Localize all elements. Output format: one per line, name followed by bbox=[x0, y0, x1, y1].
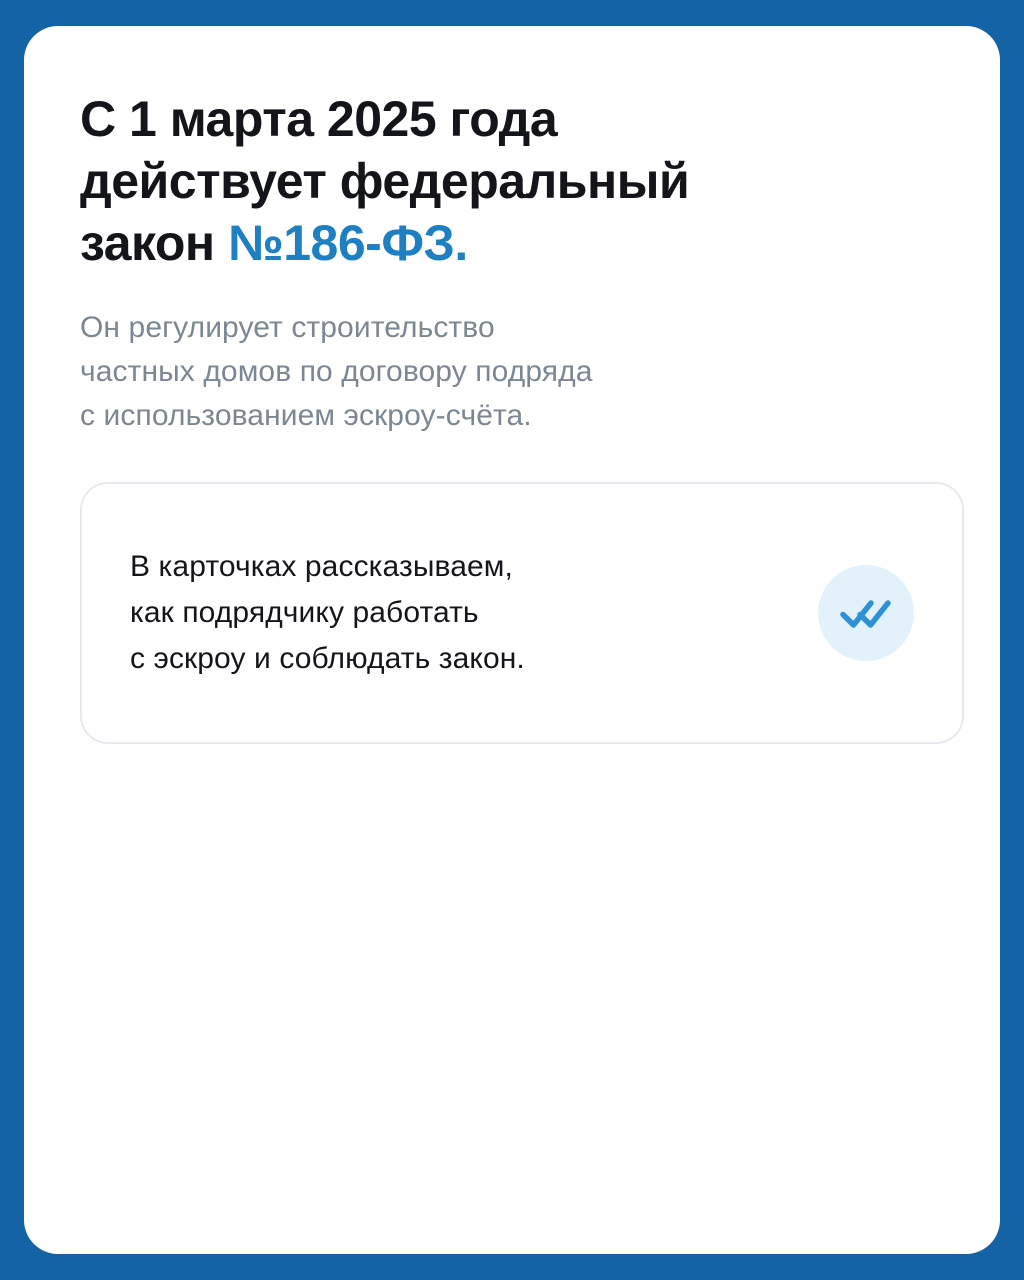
double-check-icon bbox=[818, 565, 914, 661]
page-title bbox=[80, 88, 880, 274]
subtitle-line-3: с использованием эскроу-счёта. bbox=[80, 399, 532, 432]
subtitle-line-1: Он регулирует строительство bbox=[80, 311, 495, 344]
content-card bbox=[24, 26, 1000, 1254]
note-line-1: В карточках рассказываем, bbox=[130, 550, 513, 583]
note-line-2: как подрядчику работать bbox=[130, 596, 479, 629]
headline-line-2: действует федеральный bbox=[80, 153, 690, 209]
subtitle bbox=[80, 306, 880, 438]
headline-line-3-prefix: закон bbox=[80, 215, 229, 271]
note-line-3: с эскроу и соблюдать закон. bbox=[130, 642, 525, 675]
headline-line-1: С 1 марта 2025 года bbox=[80, 91, 558, 147]
note-text bbox=[130, 544, 525, 682]
subtitle-line-2: частных домов по договору подряда bbox=[80, 355, 593, 388]
note-box bbox=[80, 482, 964, 744]
headline-law-number: №186-ФЗ. bbox=[228, 215, 468, 271]
